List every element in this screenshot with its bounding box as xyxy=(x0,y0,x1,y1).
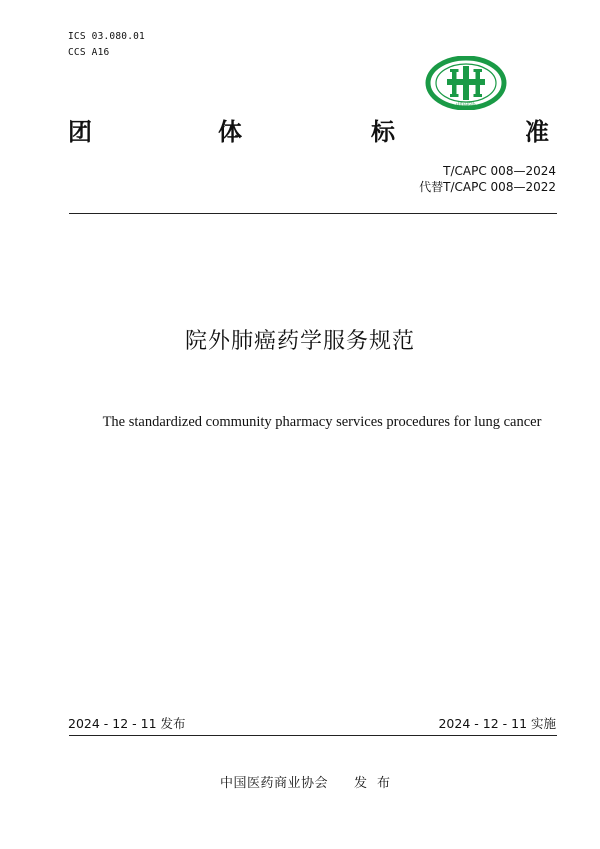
standard-type-char: 团 xyxy=(68,118,92,146)
standard-code: T/CAPC 008—2024 xyxy=(443,164,556,178)
issuer-line xyxy=(220,775,400,793)
publish-date: 2024 - 12 - 11 发布 xyxy=(68,716,186,731)
ics-code: ICS 03.080.01 xyxy=(68,31,145,42)
issuer-action: 发布 xyxy=(354,776,401,791)
replaces-code: 代替T/CAPC 008—2022 xyxy=(419,180,556,194)
capc-logo-icon xyxy=(425,56,507,110)
implement-date: 2024 - 12 - 11 实施 xyxy=(438,716,556,731)
title-english: The standardized community pharmacy services procedures for lung cancer xyxy=(102,414,542,430)
header-divider xyxy=(69,213,557,214)
logo-caption: 中国药协 xyxy=(455,102,477,109)
ccs-code: CCS A16 xyxy=(68,47,110,58)
standard-type-char: 标 xyxy=(371,118,395,146)
title-chinese: 院外肺癌药学服务规范 xyxy=(184,329,415,354)
issuer-organization: 中国医药商业协会 xyxy=(220,776,329,791)
standard-type-char: 体 xyxy=(218,118,242,146)
standard-type-heading xyxy=(68,118,554,146)
footer-divider xyxy=(69,735,557,736)
standard-type-char: 准 xyxy=(525,118,549,146)
standard-codes xyxy=(419,163,556,195)
